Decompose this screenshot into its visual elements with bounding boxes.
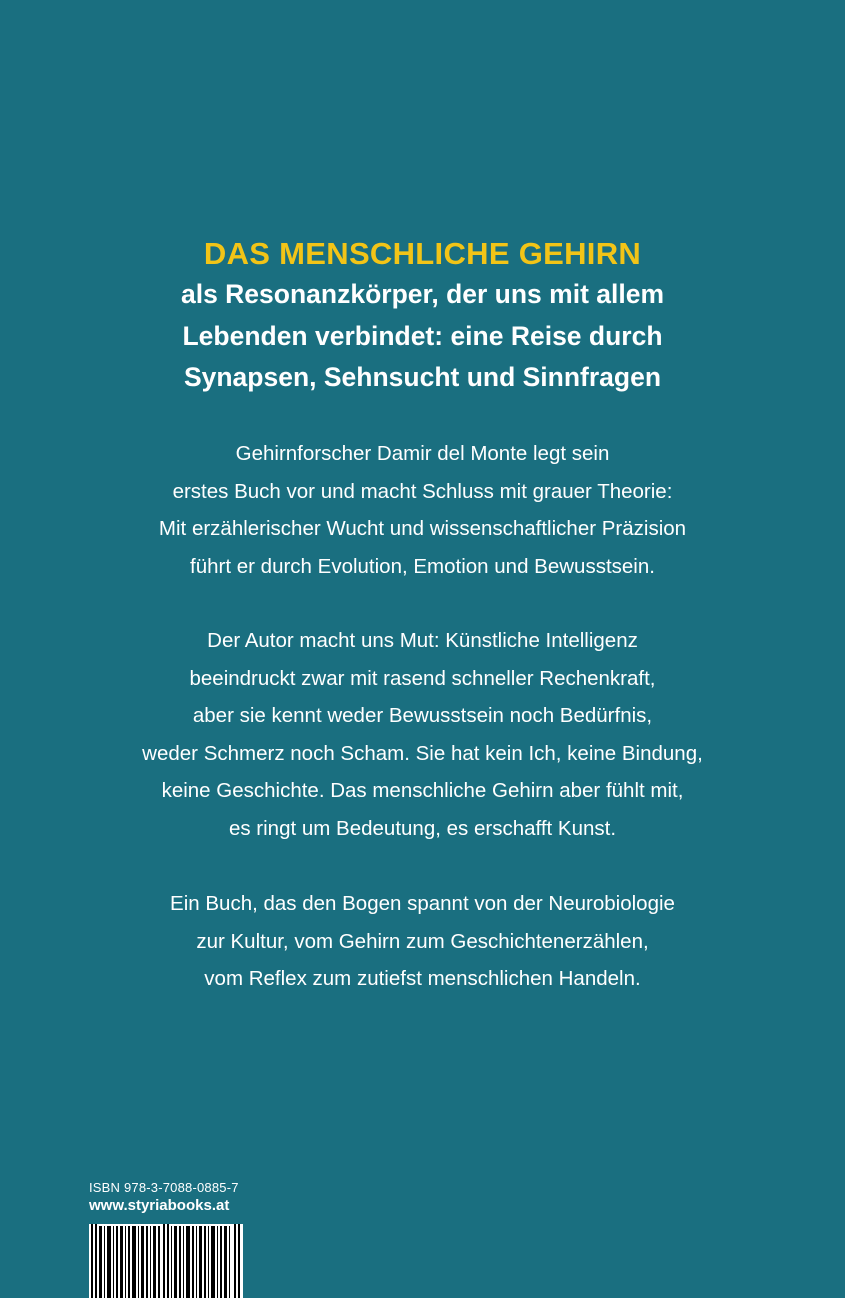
headline-title: DAS MENSCHLICHE GEHIRN bbox=[203, 236, 642, 271]
headline-line: Synapsen, Sehnsucht und Sinnfragen bbox=[183, 362, 662, 392]
paragraph-line: Mit erzählerischer Wucht und wissenschaftlicher Präzision bbox=[158, 517, 687, 540]
paragraph-line: vom Reflex zum zutiefst menschlichen Handeln. bbox=[204, 967, 641, 990]
paragraph-line: erstes Buch vor und macht Schluss mit grauer Theorie: bbox=[172, 479, 673, 503]
paragraph-line: Der Autor macht uns Mut: Künstliche Intelligenz bbox=[207, 629, 638, 652]
paragraph-line: keine Geschichte. Das menschliche Gehirn aber fühlt mit, bbox=[161, 779, 684, 802]
headline-line: Lebenden verbindet: eine Reise durch bbox=[182, 320, 663, 351]
paragraph-line: führt er durch Evolution, Emotion und Bewusstsein. bbox=[190, 554, 655, 578]
paragraph-line: Ein Buch, das den Bogen spannt von der Neurobiologie bbox=[170, 892, 675, 915]
paragraph-line: aber sie kennt weder Bewusstsein noch Bedürfnis, bbox=[192, 704, 653, 727]
paragraph-line: weder Schmerz noch Scham. Sie hat kein Ich, keine Bindung, bbox=[142, 741, 703, 765]
barcode-image bbox=[89, 1224, 243, 1298]
paragraph-line: es ringt um Bedeutung, es erschafft Kunst. bbox=[228, 816, 617, 840]
isbn-label: ISBN 978-3-7088-0885-7 bbox=[89, 1180, 239, 1195]
paragraph-line: beeindruckt zwar mit rasend schneller Rechenkraft, bbox=[189, 666, 656, 690]
headline-block bbox=[0, 234, 845, 399]
paragraph-line: Gehirnforscher Damir del Monte legt sein bbox=[235, 442, 610, 465]
paragraph-ai bbox=[0, 622, 845, 847]
paragraph-intro bbox=[0, 435, 845, 585]
headline-line: als Resonanzkörper, der uns mit allem bbox=[180, 279, 665, 309]
paragraph-line: zur Kultur, vom Gehirn zum Geschichtenerzählen, bbox=[196, 929, 649, 953]
publisher-website: www.styriabooks.at bbox=[89, 1197, 230, 1214]
paragraph-closing bbox=[0, 885, 845, 998]
